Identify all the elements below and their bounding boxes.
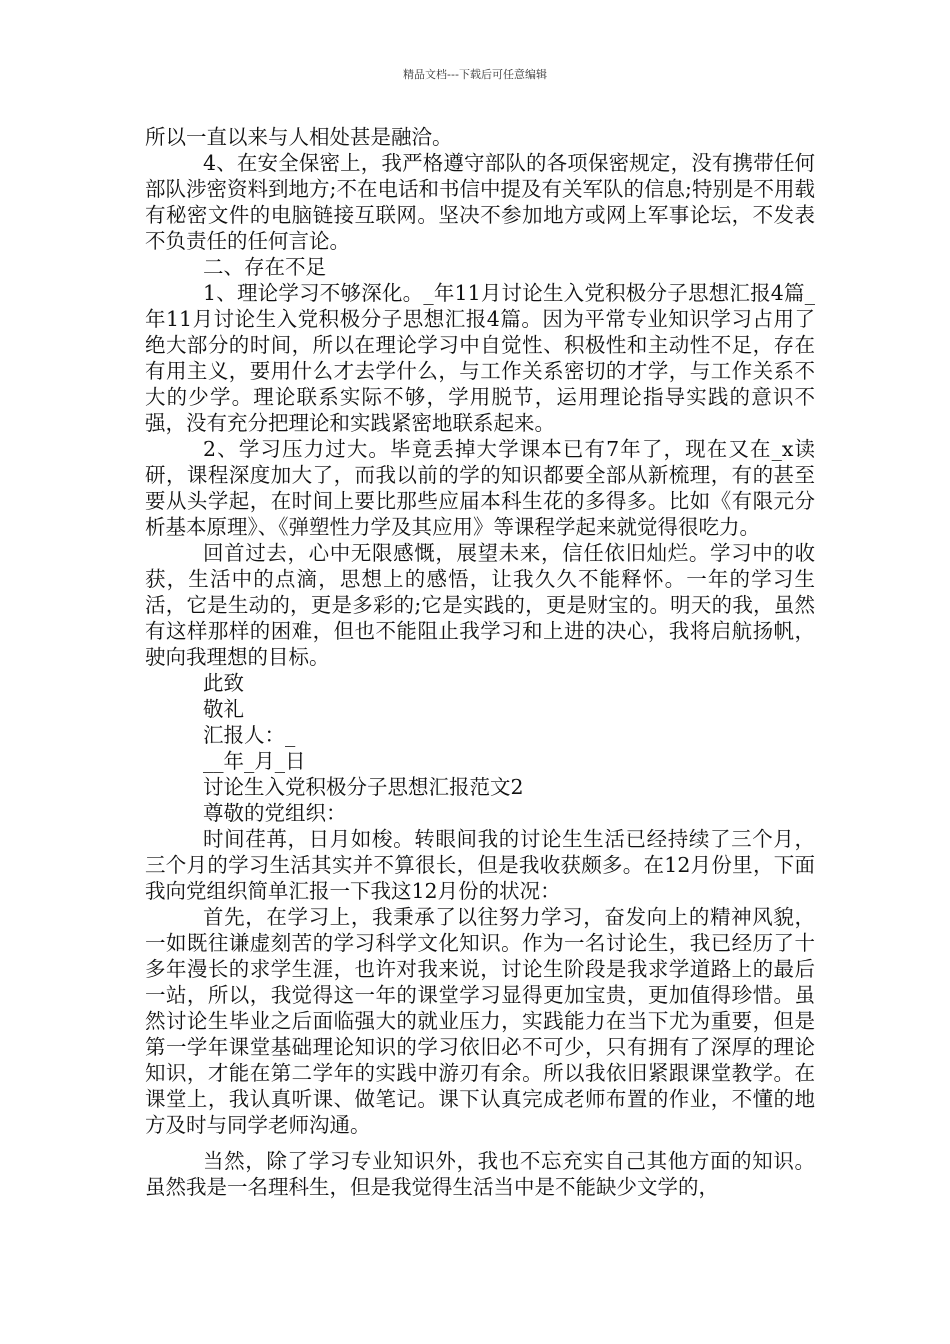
paragraph: 时间荏苒，日月如梭。转眼间我的讨论生生活已经持续了三个月，三个月的学习生活其实并不算很长，但是我收获颇多。在12月份里，下面我向党组织简单汇报一下我这12月份的状况： [145,827,815,903]
paragraph: 首先，在学习上，我秉承了以往努力学习，奋发向上的精神风貌，一如既往谦虚刻苦的学习科学文化知识。作为一名讨论生，我已经历了十多年漫长的求学生涯，也许对我来说，讨论生阶段是我求学道路上的最后一站，所以，我觉得这一年的课堂学习显得更加宝贵，更加值得珍惜。虽然讨论生毕业之后面临强大的就业压力，实践能力在当下尤为重要，但是第一学年课堂基础理论知识的学习依旧必不可少，只有拥有了深厚的理论知识，才能在第二学年的实践中游刃有余。所以我依旧紧跟课堂教学。在课堂上，我认真听课、做笔记。课下认真完成老师布置的作业，不懂的地方及时与同学老师沟通。 [145,905,815,1137]
paragraph: 讨论生入党积极分子思想汇报范文2 [203,775,524,799]
document-body [145,124,815,1200]
paragraph: 所以一直以来与人相处甚是融洽。 [145,125,453,149]
page-header: 精品文档---下载后可任意编辑 [403,68,547,81]
paragraph: 二、存在不足 [203,255,326,279]
paragraph: 1、理论学习不够深化。_年11月讨论生入党积极分子思想汇报4篇_年11月讨论生入党积极分子思想汇报4篇。因为平常专业知识学习占用了绝大部分的时间，所以在理论学习中自觉性、积极性和主动性不足，存在有用主义，要用什么才去学什么，与工作关系密切的才学，与工作关系不大的少学。理论联系实际不够，学用脱节，运用理论指导实践的意识不强，没有充分把理论和实践紧密地联系起来。 [145,281,815,435]
paragraph: __年_月_日 [203,749,306,773]
paragraph: 汇报人：_ [203,723,296,747]
paragraph: 回首过去，心中无限感慨，展望未来，信任依旧灿烂。学习中的收获，生活中的点滴，思想上的感悟，让我久久不能释怀。一年的学习生活，它是生动的，更是多彩的;它是实践的，更是财宝的。明天的我，虽然有这样那样的困难，但也不能阻止我学习和上进的决心，我将启航扬帆，驶向我理想的目标。 [145,541,815,669]
paragraph: 2、学习压力过大。毕竟丢掉大学课本已有7年了，现在又在_x读研，课程深度加大了，而我以前的学的知识都要全部从新梳理，有的甚至要从头学起，在时间上要比那些应届本科生花的多得多。比如《有限元分析基本原理》、《弹塑性力学及其应用》等课程学起来就觉得很吃力。 [145,437,815,539]
paragraph: 此致 [203,671,244,695]
paragraph: 当然，除了学习专业知识外，我也不忘充实自己其他方面的知识。虽然我是一名理科生，但是我觉得生活当中是不能缺少文学的， [145,1149,815,1199]
paragraph: 4、在安全保密上，我严格遵守部队的各项保密规定，没有携带任何部队涉密资料到地方;不在电话和书信中提及有关军队的信息;特别是不用载有秘密文件的电脑链接互联网。坚决不参加地方或网上军事论坛，不发表不负责任的任何言论。 [145,151,815,253]
paragraph: 尊敬的党组织： [203,801,347,825]
paragraph: 敬礼 [203,697,244,721]
